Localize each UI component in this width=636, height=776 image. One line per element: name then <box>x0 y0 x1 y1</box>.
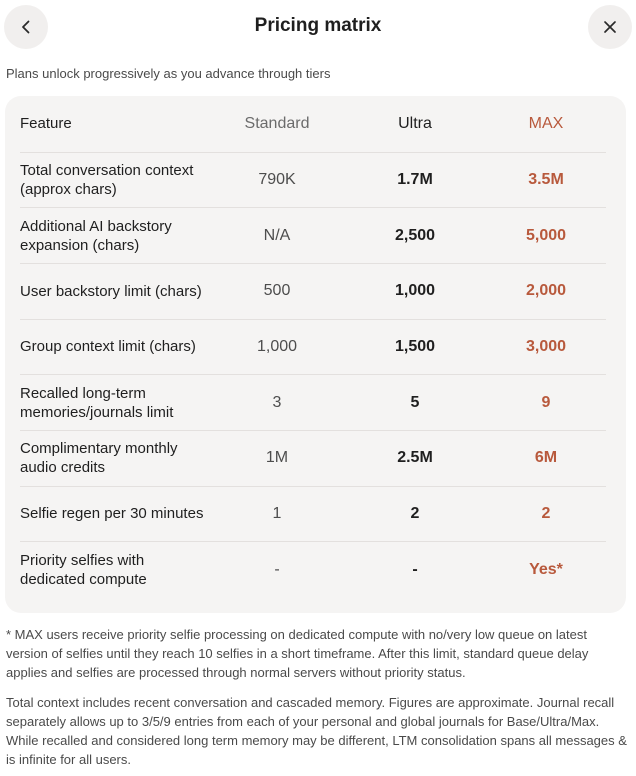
ultra-value: 1,500 <box>394 337 436 355</box>
close-button[interactable] <box>588 5 632 49</box>
close-icon <box>603 20 617 34</box>
feature-name: Complimentary monthly audio credits <box>20 440 178 477</box>
subtitle: Plans unlock progressively as you advance through tiers <box>6 66 331 81</box>
header <box>0 0 636 56</box>
standard-value: N/A <box>263 226 291 244</box>
max-value: Yes* <box>529 560 563 578</box>
standard-value: 500 <box>263 282 291 300</box>
page-title: Pricing matrix <box>254 15 382 36</box>
standard-value: 1,000 <box>256 337 298 355</box>
table-row <box>20 430 606 486</box>
ultra-value: 1,000 <box>394 282 436 300</box>
ultra-value: 2,500 <box>394 226 436 244</box>
table-row <box>20 486 606 542</box>
max-value: 3,000 <box>525 337 567 355</box>
context-footnote: Total context includes recent conversation and cascaded memory. Figures are approximate. Journal recall separately allows up to 3/5/9 entries from each of your personal and global journals for Base/Ultra/Max. While recalled and considered long term memory may be different, LTM consolidation spans all messages & is infinite for all users. <box>6 695 627 767</box>
header-max: MAX <box>528 114 564 132</box>
feature-name: Selfie regen per 30 minutes <box>20 505 204 523</box>
standard-value: 1 <box>272 504 282 522</box>
table-row <box>20 208 606 264</box>
max-value: 3.5M <box>528 170 564 188</box>
table-row <box>20 319 606 375</box>
priority-footnote: * MAX users receive priority selfie processing on dedicated compute with no/very low queue on latest version of selfies until they reach 10 selfies in a short timeframe. After this limit, standard queue delay applies and selfies are processed through normal servers without priority status. <box>6 627 589 680</box>
header-ultra: Ultra <box>398 114 432 132</box>
feature-name: Additional AI backstory expansion (chars) <box>20 217 172 254</box>
feature-name: User backstory limit (chars) <box>20 282 202 300</box>
standard-value: 790K <box>258 170 296 188</box>
ultra-value: - <box>412 560 418 578</box>
table-row <box>20 152 606 208</box>
feature-name: Group context limit (chars) <box>20 338 196 356</box>
max-value: 9 <box>541 393 551 411</box>
header-feature: Feature <box>20 115 72 133</box>
ultra-value: 5 <box>410 393 420 411</box>
pricing-table <box>20 96 606 598</box>
feature-name: Total conversation context (approx chars) <box>20 161 194 198</box>
max-value: 2 <box>541 504 551 522</box>
standard-value: 3 <box>272 393 282 411</box>
ultra-value: 1.7M <box>397 170 433 188</box>
standard-value: 1M <box>265 449 289 467</box>
ultra-value: 2.5M <box>397 449 433 467</box>
feature-name: Recalled long-term memories/journals limit <box>20 384 174 421</box>
header-standard: Standard <box>244 114 310 132</box>
table-row <box>20 263 606 319</box>
pricing-table-card <box>5 96 626 613</box>
table-header-row <box>20 96 606 152</box>
max-value: 5,000 <box>525 226 567 244</box>
ultra-value: 2 <box>410 504 420 522</box>
feature-name: Priority selfies with dedicated compute <box>20 551 147 588</box>
max-value: 2,000 <box>525 282 567 300</box>
table-row <box>20 375 606 431</box>
max-value: 6M <box>534 449 558 467</box>
table-row <box>20 542 606 598</box>
standard-value: - <box>274 560 280 578</box>
